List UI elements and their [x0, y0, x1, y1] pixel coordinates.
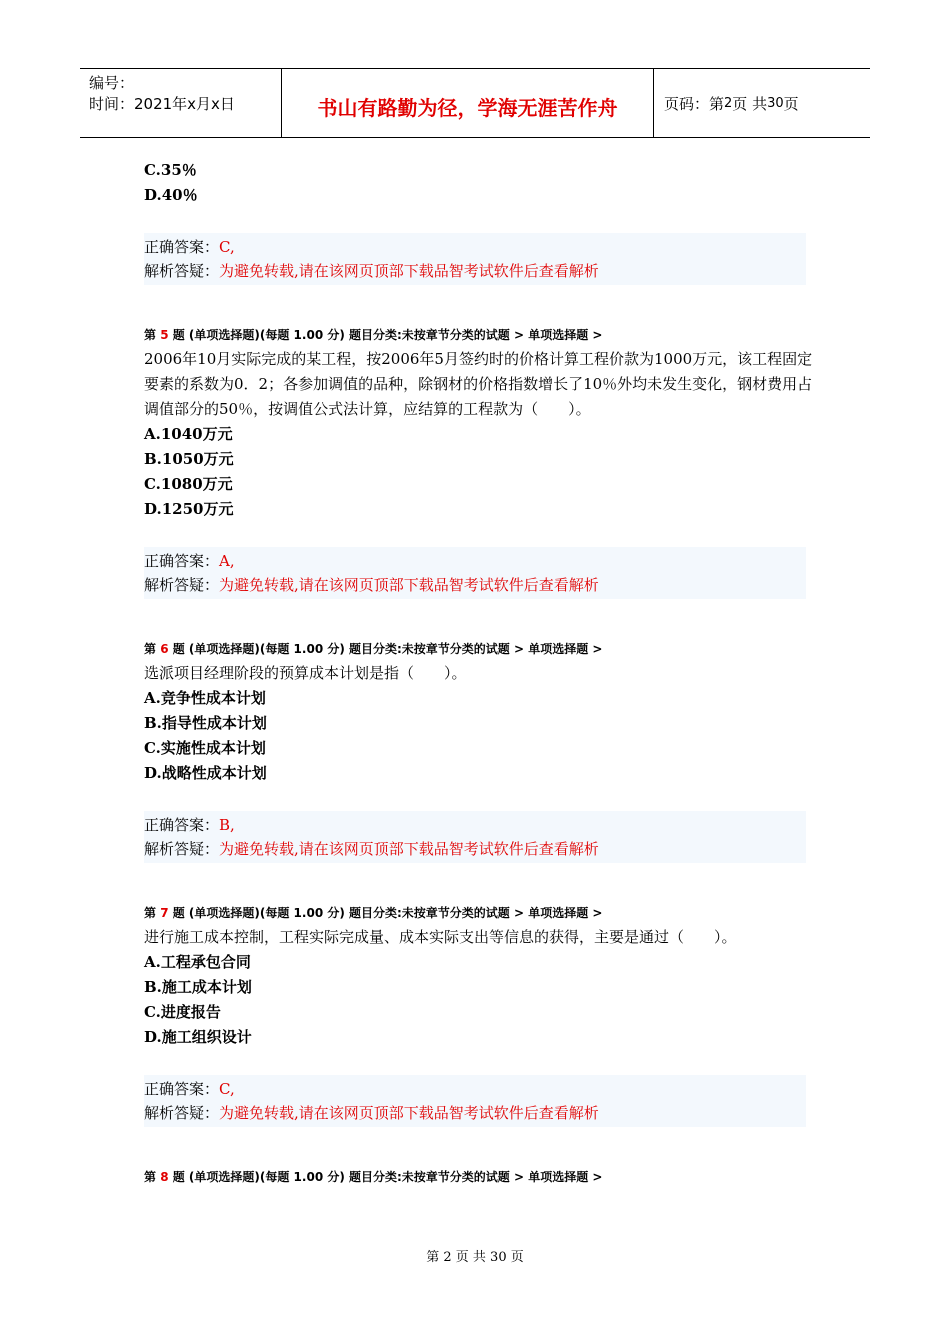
time-label: 时间：2021年x月x日: [89, 95, 235, 113]
answer-label: 正确答案：: [144, 238, 220, 256]
page-total: 30: [767, 95, 784, 111]
page-prefix: 页码：第: [664, 94, 725, 113]
question-number: 5: [160, 328, 169, 342]
analysis-text: 为避免转载,请在该网页顶部下载品智考试软件后查看解析: [219, 840, 599, 858]
question-6: [144, 637, 814, 863]
analysis-text: 为避免转载,请在该网页顶部下载品智考试软件后查看解析: [219, 1104, 599, 1122]
analysis-label: 解析答疑：: [144, 262, 220, 280]
question-number: 8: [160, 1170, 169, 1184]
option: B.1050万元: [144, 450, 234, 468]
answer-label: 正确答案：: [144, 552, 220, 570]
page-header: [80, 68, 870, 138]
question-7: [144, 901, 814, 1127]
answer-value: C,: [219, 1080, 235, 1098]
option: D.40％: [144, 186, 198, 204]
option: A.工程承包合同: [144, 953, 251, 971]
answer-value: A,: [219, 552, 235, 570]
question-text: 选派项目经理阶段的预算成本计划是指（ ）。: [144, 664, 467, 682]
answer-box: [144, 811, 806, 863]
question-8: [144, 1165, 814, 1189]
option: C.35％: [144, 161, 197, 179]
answer-label: 正确答案：: [144, 1080, 220, 1098]
option: B.指导性成本计划: [144, 714, 267, 732]
code-label: 编号：: [89, 74, 135, 92]
option: D.1250万元: [144, 500, 234, 518]
analysis-text: 为避免转载,请在该网页顶部下载品智考试软件后查看解析: [219, 262, 599, 280]
answer-box: [144, 1075, 806, 1127]
option: C.1080万元: [144, 475, 233, 493]
question-text: 进行施工成本控制，工程实际完成量、成本实际支出等信息的获得，主要是通过（ ）。: [144, 928, 737, 946]
header-page-info: [654, 69, 870, 137]
option: C.进度报告: [144, 1003, 221, 1021]
analysis-label: 解析答疑：: [144, 576, 220, 594]
question-5: [144, 323, 814, 599]
question-header: 第 7 题 (单项选择题)(每题 1.00 分) 题目分类:未按章节分类的试题 > 单项选择题 >: [144, 906, 603, 920]
page-footer: 第 2 页 共 30 页: [426, 1250, 524, 1265]
answer-value: C,: [219, 238, 235, 256]
prev-question: [144, 158, 814, 285]
answer-box: [144, 547, 806, 599]
question-text: 2006年10月实际完成的某工程，按2006年5月签约时的价格计算工程价款为1000万元，该工程固定要素的系数为0．2；各参加调值的品种，除钢材的价格指数增长了10％外均未发生变化，钢材费用占调值部分的50％，按调值公式法计算，应结算的工程款为（ ）。: [144, 350, 813, 418]
option: A.竞争性成本计划: [144, 689, 266, 707]
question-header: 第 6 题 (单项选择题)(每题 1.00 分) 题目分类:未按章节分类的试题 > 单项选择题 >: [144, 642, 603, 656]
analysis-label: 解析答疑：: [144, 840, 220, 858]
answer-box: [144, 233, 806, 285]
page-mid: 页 共: [732, 94, 768, 113]
answer-label: 正确答案：: [144, 816, 220, 834]
analysis-label: 解析答疑：: [144, 1104, 220, 1122]
header-meta: [80, 69, 282, 137]
question-header: 第 5 题 (单项选择题)(每题 1.00 分) 题目分类:未按章节分类的试题 > 单项选择题 >: [144, 328, 603, 342]
option: B.施工成本计划: [144, 978, 252, 996]
option: C.实施性成本计划: [144, 739, 266, 757]
header-motto: 书山有路勤为径，学海无涯苦作舟: [282, 69, 654, 137]
page-number: 2: [724, 95, 733, 111]
document-body: [144, 158, 814, 1189]
question-number: 7: [160, 906, 169, 920]
answer-value: B,: [219, 816, 235, 834]
option: A.1040万元: [144, 425, 233, 443]
option: D.战略性成本计划: [144, 764, 267, 782]
page-suffix: 页: [783, 94, 799, 113]
question-number: 6: [160, 642, 169, 656]
question-header: 第 8 题 (单项选择题)(每题 1.00 分) 题目分类:未按章节分类的试题 > 单项选择题 >: [144, 1170, 603, 1184]
analysis-text: 为避免转载,请在该网页顶部下载品智考试软件后查看解析: [219, 576, 599, 594]
option: D.施工组织设计: [144, 1028, 252, 1046]
